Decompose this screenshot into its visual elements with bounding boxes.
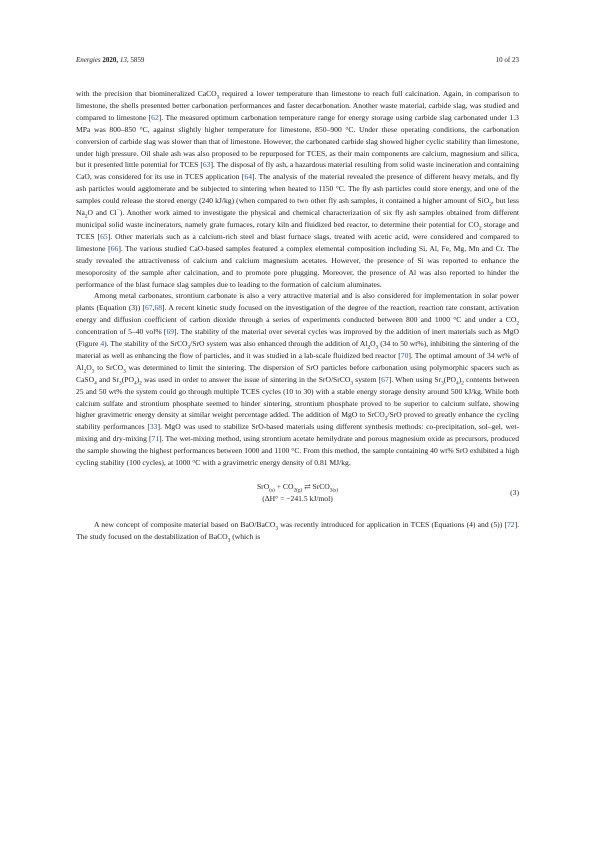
text-run: Among metal carbonates, strontium carbonate is also a very attractive material and is also considered for implementation in solar power plants (Equation (3)) [ (76, 291, 519, 313)
subscript: 3 (350, 380, 354, 387)
text-run: , (152, 303, 155, 313)
text-run: (34 to 50 wt%), inhibiting the sintering of the material as well as enhancing the flow of particles, and it was studied in a lab-scale fluidized bed reactor [ (76, 339, 520, 360)
text-run: required a lower temperature than limestone to reach full calcination. Again, in comparison to limestone, the shells presented better carbonation performances and faster decarbonation. Another waste material, carbide slag, was studied and compared to limestone [ (76, 89, 519, 122)
text-run: ]. A recent kinetic study focused on the investigation of the degree of the reaction, reaction rate constant, activation energy and diffusion coefficient of carbon dioxide through a series of experiments conducted between 800 and 1000 °C and under a CO (76, 303, 519, 325)
subscript: 4 (456, 380, 459, 387)
equation-enthalpy (76, 493, 519, 505)
journal-citation (76, 56, 144, 64)
text-run: (PO (121, 374, 134, 384)
text-run: ]. The disposal of fly ash, a hazardous material resulting from solid waste incineration and containing CaO, was considered for its use in TCES application [ (76, 160, 519, 182)
subscript: (s) (269, 487, 275, 494)
citation-link[interactable]: 72 (506, 519, 515, 529)
text-run: system [ (353, 374, 382, 384)
text-run: was recently introduced for application in TCES (Equations (4) and (5)) [ (278, 519, 507, 529)
subscript: 2 (461, 380, 464, 387)
subscript: 2 (84, 213, 88, 220)
subscript: 3 (441, 380, 444, 387)
text-run: ). Another work aimed to investigate the physical and chemical characterization of six fly ash samples obtained from different municipal solid waste incinerators, namely grate furnaces, rotary kiln and fluidized bed reactor, to determine their potential for CO (76, 208, 520, 229)
text-run: ]. MgO was used to stabilize SrO-based materials using different synthesis methods: co-precipitation, sol–gel, wet-mixing and dry-mixing [ (76, 422, 520, 444)
text-run: storage and TCES [ (76, 219, 519, 241)
paragraph-1 (76, 88, 519, 290)
citation-link[interactable]: 67 (144, 303, 153, 313)
text-run: concentration of 5–40 vol% [ (76, 327, 167, 337)
paragraph-3 (76, 519, 519, 543)
journal-volume: 13, (119, 56, 129, 64)
text-run: SrO (256, 482, 270, 491)
citation-link[interactable]: 4 (100, 339, 105, 349)
citation-link[interactable]: 67 (381, 374, 389, 384)
subscript: 3 (375, 344, 379, 351)
citation-link[interactable]: 65 (100, 231, 108, 241)
page-header (76, 56, 519, 64)
text-run: , but less Na (76, 196, 519, 218)
subscript: 2 (516, 320, 519, 327)
text-run: ]. The stability of the material over several cycles was improved by the addition of inert materials such as MgO (Figure (76, 327, 519, 349)
subscript: 2 (489, 201, 492, 208)
subscript: 2(g) (293, 487, 303, 494)
text-run: (which is (230, 531, 261, 541)
text-run: /SrO proved to greatly enhance the cycling stability performances [ (76, 410, 519, 432)
page-number: 10 of 23 (495, 56, 519, 64)
citation-link[interactable]: 33 (149, 422, 158, 432)
subscript: 2 (139, 380, 142, 387)
equation-reaction (76, 481, 519, 493)
subscript: 3 (275, 525, 279, 532)
citation-link[interactable]: 62 (151, 112, 159, 122)
text-run: ). The stability of the SrCO (104, 339, 188, 349)
text-run: ]. The analysis of the material revealed the presence of different heavy metals, and fly ash particles would agglomerate and be subjected to sintering when heated to 1150 °C. The fly ash particles could store energy, and one of the samples could release the stored energy (240 kJ/kg) (when compared to two other fly ash samples, it contained a higher amount of SiO (76, 172, 520, 206)
subscript: 3 (216, 94, 220, 101)
text-run: A new concept of composite material based on BaO/BaCO (94, 519, 276, 529)
text-run: (ΔH° = −241.5 kJ/mol) (262, 493, 333, 503)
text-run: ]. Other materials such as a calcium-rich steel and blast furnace slags, treated with acetic acid, were considered and compared to limestone [ (76, 231, 519, 253)
citation-link[interactable]: 70 (400, 350, 409, 360)
article-number: 5859 (130, 56, 145, 64)
text-run: ]. The study focused on the destabilization of BaCO (76, 519, 519, 541)
text-run: /SrO system was also enhanced through the addition of Al (190, 339, 368, 349)
subscript: 2 (83, 368, 87, 375)
text-run: O and Cl (87, 208, 117, 218)
text-run: ) (458, 374, 462, 384)
text-run: ]. The wet-mixing method, using strontium acetate hemilydrate and porous magnesium oxide as precursors, produced the sample showing the highest performances between 1000 and 1100 °C. From this method, the sample containing 40 wt% SrO exhibited a high cycling stability (100 cycles), at 1000 °C with a gravimetric energy density of 0.81 MJ/kg. (76, 434, 520, 468)
text-run: was determined to limit the sintering. The dispersion of SrO particles before carbonation using polymorphic spacers such as CaSO (76, 362, 519, 384)
text-run: was used in order to answer the issue of sintering in the SrO/SrCO (141, 374, 351, 384)
subscript: 3 (119, 380, 122, 387)
citation-link[interactable]: 68 (154, 303, 163, 313)
text-run: O (86, 362, 92, 372)
text-run: ) (136, 374, 140, 384)
article-body (76, 88, 519, 543)
text-run: ]. The various studied CaO-based samples featured a complex elemental composition including Si, Al, Fe, Mg, Mn and Cr. The study revealed the attractiveness of calcium and calcium magnesium acetates. However, the presence of Si was reported to enhance the mesoporosity of the sample after calcination, and to promote pore plugging. Moreover, the presence of Al was also reported to hinder the performance of the blast furnace slag samples due to leading to the formation of calcium aluminates. (76, 243, 520, 289)
text-run: ]. When using Sr (388, 374, 442, 384)
subscript: 3 (384, 415, 388, 422)
subscript: 3 (91, 368, 95, 375)
paragraph-2 (76, 290, 519, 469)
citation-link[interactable]: 66 (110, 243, 119, 253)
equation-3 (76, 481, 519, 505)
text-run: (PO (443, 374, 457, 384)
text-run: contents between 25 and 50 wt% the system could go through multiple TCES cycles (10 to 30) with a stable energy storage density around 500 kJ/kg. While both calcium sulfate and strontium phosphate seemed to hinder sintering, strontium phosphate proved to be superior to calcium sulfate, showing higher gravimetric energy density at similar weight percentage added. The addition of MgO to SrCO (76, 374, 520, 420)
text-run: ]. The optimal amount of 34 wt% of Al (76, 350, 519, 372)
subscript: 3(s) (329, 487, 339, 494)
text-run: to SrCO (94, 362, 124, 372)
subscript: 3 (123, 368, 126, 375)
subscript: 2 (367, 344, 371, 351)
text-run: with the precision that biomineralized CaCO (76, 89, 217, 98)
subscript: 4 (94, 380, 97, 387)
subscript: 2 (478, 225, 482, 232)
text-run: and Sr (96, 374, 120, 384)
subscript: 4 (133, 380, 137, 387)
text-run: + CO (274, 482, 294, 491)
journal-year: 2020, (102, 56, 119, 64)
text-run: ⇄ SrCO (302, 482, 330, 491)
citation-link[interactable]: 69 (166, 327, 175, 337)
subscript: 3 (187, 344, 191, 351)
equation-number: (3) (510, 488, 519, 497)
text-run: O (370, 339, 376, 349)
citation-link[interactable]: 64 (244, 172, 252, 182)
superscript: − (116, 207, 120, 214)
subscript: 3 (227, 537, 231, 544)
citation-link[interactable]: 63 (202, 160, 211, 170)
text-run: ]. The measured optimum carbonation temperature range for energy storage using carbide slag carbonated under 1.3 MPa was 800–850 °C, against slightly higher temperature for limestone, 850–900 °C. Under these operating conditions, the carbonation conversion of carbide slag was slower than that of limestone. However, the carbonated carbide slag showed higher cyclic stability than limestone, under high pressure. Oil shale ash was also proposed to be repurposed for TCES, as their main components are calcium, magnesium and silica, but it presented little potential for TCES [ (76, 112, 519, 170)
citation-link[interactable]: 71 (151, 434, 160, 444)
journal-name: Energies (76, 56, 101, 64)
